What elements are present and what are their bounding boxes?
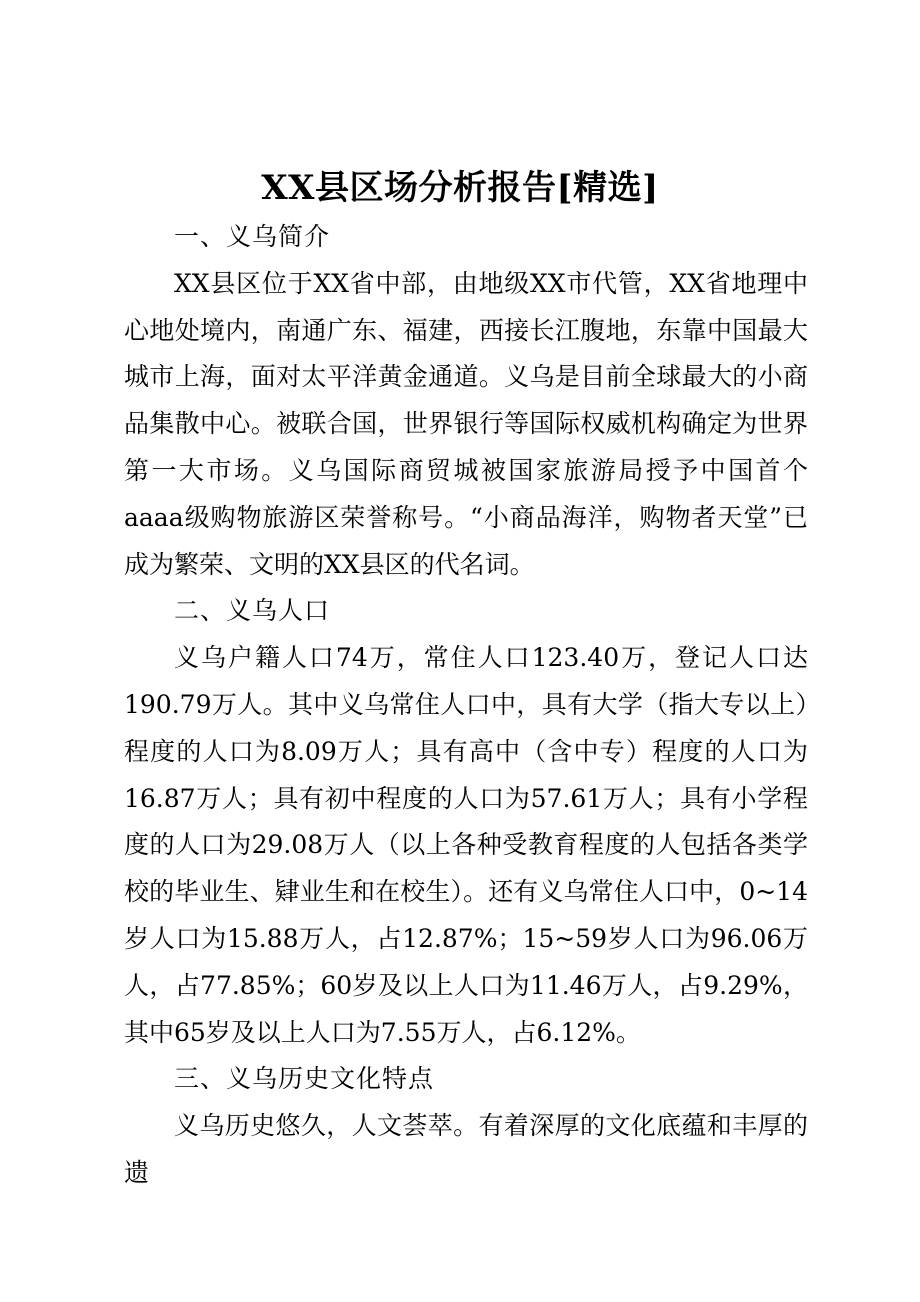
section-heading-intro: 一、义乌简介 bbox=[174, 222, 331, 251]
document-title: XX县区场分析报告[精选] bbox=[261, 168, 659, 208]
section-paragraph-intro: XX县区位于XX省中部，由地级XX市代管，XX省地理中心地处境内，南通广东、福建，西接长江腹地，东靠中国最大城市上海，面对太平洋黄金通道。义乌是目前全球最大的小商品集散中心。被联合国，世界银行等国际权威机构确定为世界第一大市场。义乌国际商贸城被国家旅游局授予中国首个aaaa级购物旅游区荣誉称号。“小商品海洋，购物者天堂”已成为繁荣、文明的XX县区的代名词。 bbox=[124, 268, 808, 579]
section-paragraph-population: 义乌户籍人口74万，常住人口123.40万，登记人口达190.79万人。其中义乌常住人口中，具有大学（指大专以上）程度的人口为8.09万人；具有高中（含中专）程度的人口为16.87万人；具有初中程度的人口为57.61万人；具有小学程度的人口为29.08万人（以上各种受教育程度的人包括各类学校的毕业生、肄业生和在校生）。还有义乌常住人口中，0~14岁人口为15.88万人，占12.87%；15~59岁人口为96.06万人，占77.85%；60岁及以上人口为11.46万人，占9.29%，其中65岁及以上人口为7.55万人，占6.12%。 bbox=[124, 643, 808, 1047]
section-heading-population: 二、义乌人口 bbox=[174, 596, 331, 626]
document-body bbox=[124, 214, 808, 1197]
section-heading-history: 三、义乌历史文化特点 bbox=[174, 1064, 435, 1094]
section-paragraph-history: 义乌历史悠久，人文荟萃。有着深厚的文化底蕴和丰厚的遗 bbox=[124, 1111, 808, 1187]
